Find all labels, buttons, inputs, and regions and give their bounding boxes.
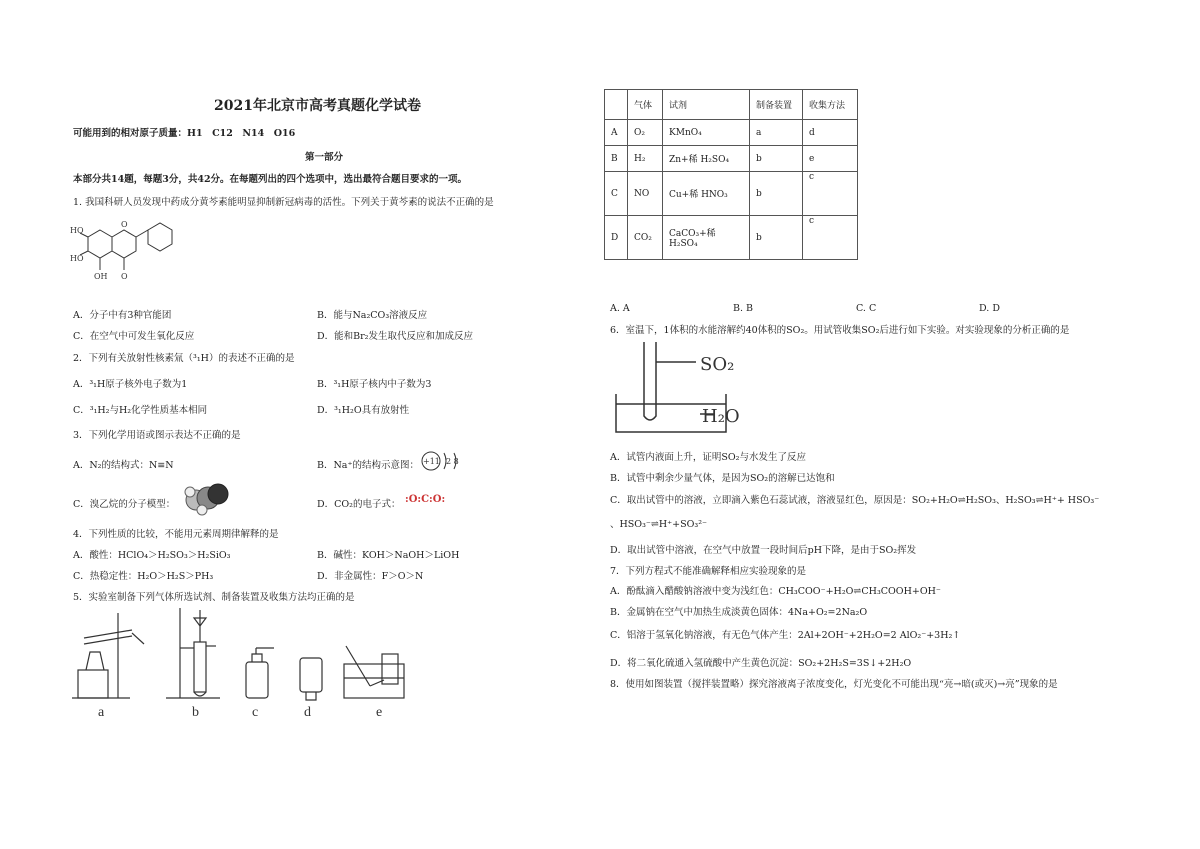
instructions: 本部分共14题，每题3分，共42分。在每题列出的四个选项中，选出最符合题目要求的一项。 [73,174,468,185]
q3-option-c: C．溴乙烷的分子模型： [73,499,176,510]
q8-stem: 8．使用如图装置（搅拌装置略）探究溶液离子浓度变化，灯光变化不可能出现“亮→暗(或灭)→亮”现象的是 [610,679,1058,690]
part-heading: 第一部分 [305,152,344,163]
table-cell: b [750,172,803,216]
q7-option-b: B．金属钠在空气中加热生成淡黄色固体：4Na+O₂=2Na₂O [610,607,868,618]
table-cell: c [803,172,858,216]
table-header-cell: 制备装置 [750,90,803,120]
q4-stem: 4．下列性质的比较，不能用元素周期律解释的是 [73,529,279,540]
apparatus-label-b: b [192,705,199,720]
q4-option-b: B．碱性：KOH＞NaOH＞LiOH [317,550,460,561]
q2-option-b: B．³₁H原子核内中子数为3 [317,379,432,390]
so2-label: SO₂ [700,354,735,375]
q5-gas-table [604,89,858,260]
table-cell: CaCO₃+稀 H₂SO₄ [663,216,750,260]
exam-title: 2021年北京市高考真题化学试卷 [214,98,421,114]
table-cell: O₂ [628,120,663,146]
na-ion-diagram [420,450,470,472]
q1-option-d: D．能和Br₂发生取代反应和加成反应 [317,331,473,342]
table-header-cell: 气体 [628,90,663,120]
q3-option-d: D．CO₂的电子式： [317,499,401,510]
mol-label-o-ring: O [121,220,128,229]
q5-option-d: D. D [979,303,1000,314]
q4-option-c: C．热稳定性：H₂O＞H₂S＞PH₃ [73,571,214,582]
table-cell: NO [628,172,663,216]
apparatus-label-a: a [98,705,105,720]
table-cell: e [803,146,858,172]
mol-label-o-ketone: O [121,272,128,281]
q2-option-c: C．³₁H₂与H₂化学性质基本相同 [73,405,208,416]
q1-option-a: A．分子中有3种官能团 [73,310,172,321]
q6-stem: 6．室温下，1体积的水能溶解约40体积的SO₂。用试管收集SO₂后进行如下实验。对实验现象的分析正确的是 [610,325,1070,336]
table-header-cell: 试剂 [663,90,750,120]
q6-option-c-cont: 、HSO₃⁻⇌H⁺+SO₃²⁻ [610,519,708,530]
q5-stem: 5．实验室制备下列气体所选试剂、制备装置及收集方法均正确的是 [73,592,355,603]
atomic-mass-line: 可能用到的相对原子质量：H1 C12 N14 O16 [73,128,296,139]
table-header-row [605,90,858,120]
q7-stem: 7．下列方程式不能准确解释相应实验现象的是 [610,566,807,577]
q6-option-c: C．取出试管中的溶液，立即滴入紫色石蕊试液，溶液显红色，原因是：SO₂+H₂O⇌H₂SO₃、H₂SO₃⇌H⁺+ HSO₃⁻ [610,495,1100,506]
mol-label-ho-1: HO [70,226,84,235]
bromoethane-model [180,480,230,516]
table-cell: B [605,146,628,172]
table-cell: a [750,120,803,146]
q3-option-b: B．Na⁺的结构示意图： [317,460,419,471]
table-cell: D [605,216,628,260]
table-row [605,172,858,216]
q1-stem: 1. 我国科研人员发现中药成分黄芩素能明显抑制新冠病毒的活性。下列关于黄芩素的说法不正确的是 [73,197,494,208]
table-cell: CO₂ [628,216,663,260]
q3-option-a: A．N₂的结构式：N≡N [73,460,174,471]
h2o-label: H₂O [702,406,740,427]
q7-option-c: C．铝溶于氢氧化钠溶液，有无色气体产生：2Al+2OH⁻+2H₂O=2 AlO₂⁻+3H₂↑ [610,630,961,641]
table-header-cell: 收集方法 [803,90,858,120]
table-cell: c [803,216,858,260]
table-row [605,146,858,172]
baicalein-structure [70,215,190,290]
apparatus-label-d: d [304,705,311,720]
table-cell: Zn+稀 H₂SO₄ [663,146,750,172]
table-row [605,120,858,146]
apparatus-label-e: e [376,705,383,720]
q6-option-a: A．试管内液面上升，证明SO₂与水发生了反应 [610,452,806,463]
q5-option-c: C. C [856,303,877,314]
table-cell: H₂ [628,146,663,172]
q1-option-b: B．能与Na₂CO₃溶液反应 [317,310,428,321]
table-cell: d [803,120,858,146]
na-nucleus-charge: +11 [423,457,440,466]
q4-option-d: D．非金属性：F＞O＞N [317,571,424,582]
q2-stem: 2．下列有关放射性核素氚（³₁H）的表述不正确的是 [73,353,295,364]
q6-option-b: B．试管中剩余少量气体，是因为SO₂的溶解已达饱和 [610,473,835,484]
table-cell: A [605,120,628,146]
q3-stem: 3．下列化学用语或图示表达不正确的是 [73,430,241,441]
q7-option-a: A．酚酞滴入醋酸钠溶液中变为浅红色：CH₃COO⁻+H₂O⇌CH₃COOH+OH⁻ [610,586,941,597]
na-shell-electrons: 2 8 [446,457,459,466]
q5-option-a: A. A [610,303,630,314]
mol-label-ho-2: HO [70,254,84,263]
q5-option-b: B. B [733,303,754,314]
q4-option-a: A．酸性：HClO₄＞H₂SO₃＞H₂SiO₃ [73,550,231,561]
table-cell: Cu+稀 HNO₃ [663,172,750,216]
apparatus-label-c: c [252,705,259,720]
q2-option-a: A．³₁H原子核外电子数为1 [73,379,188,390]
table-cell: b [750,216,803,260]
q1-option-c: C．在空气中可发生氧化反应 [73,331,195,342]
mol-label-oh: OH [94,272,108,281]
table-cell: C [605,172,628,216]
q6-option-d: D．取出试管中溶液，在空气中放置一段时间后pH下降，是由于SO₂挥发 [610,545,917,556]
table-cell: KMnO₄ [663,120,750,146]
so2-test-tube-figure [610,342,760,437]
q7-option-d: D．将二氧化硫通入氢硫酸中产生黄色沉淀：SO₂+2H₂S=3S↓+2H₂O [610,658,912,669]
apparatus-figure [70,608,430,720]
table-cell: b [750,146,803,172]
table-row [605,216,858,260]
q2-option-d: D．³₁H₂O具有放射性 [317,405,410,416]
table-header-cell [605,90,628,120]
co2-electron-formula: :O:C:O: [405,494,446,505]
